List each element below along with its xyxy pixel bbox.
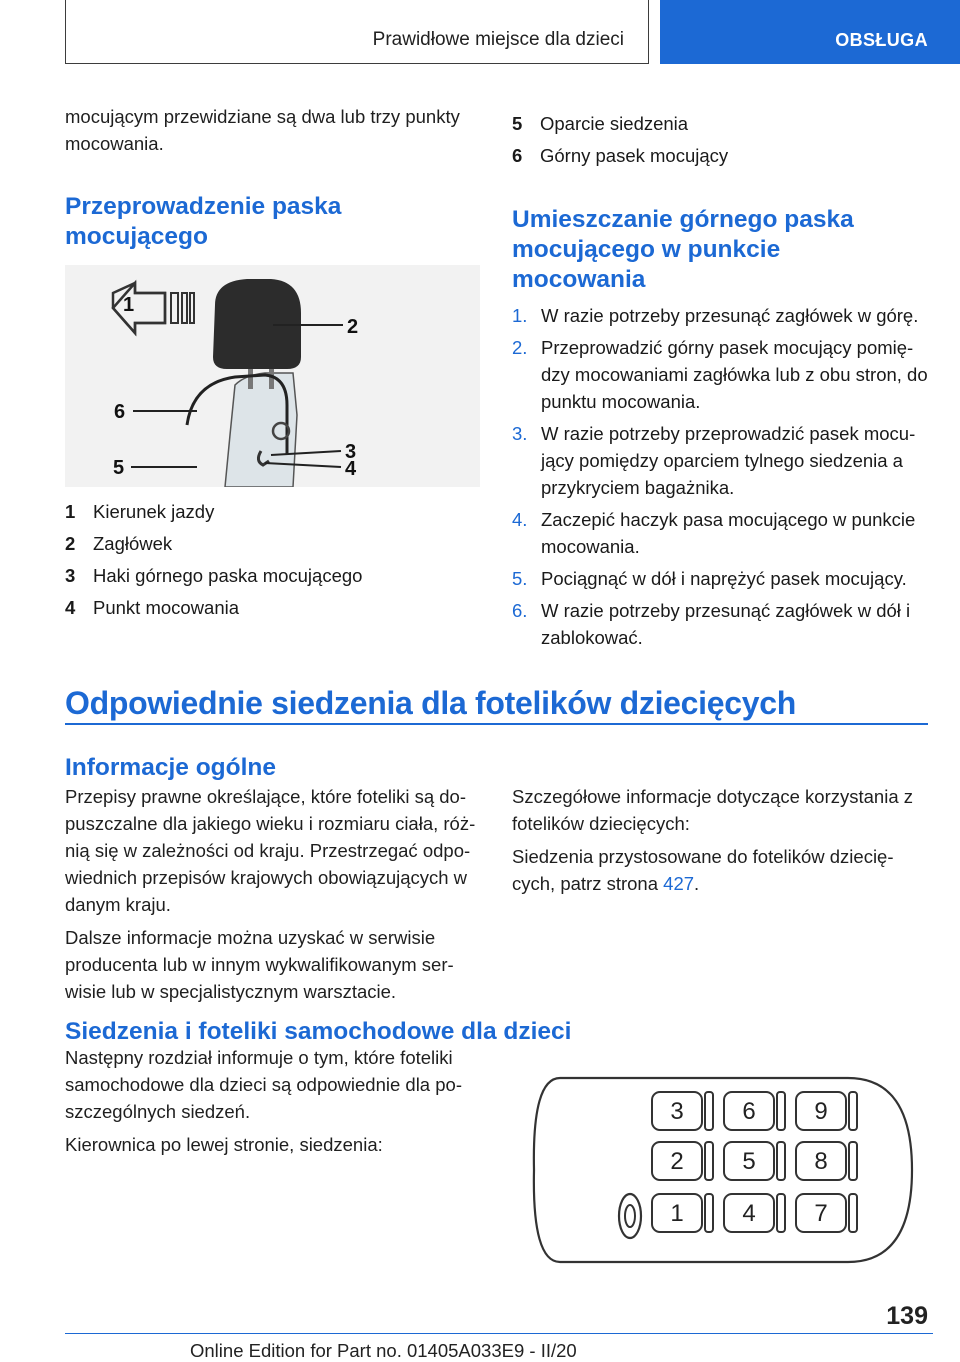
legend-item: 3 Haki górnego paska mocującego — [65, 565, 363, 586]
seat-number: 5 — [742, 1148, 756, 1175]
legend-item: 6 Górny pasek mocujący — [512, 145, 729, 166]
step-item: 3. W razie potrzeby przeprowadzić pasek mocu‐jący pomiędzy oparciem tylnego siedzenia a przykryciem bagażnika. — [512, 423, 916, 498]
heading-general-info: Informacje ogólne — [65, 754, 277, 781]
figure-legend-right — [512, 108, 932, 172]
general-paragraph-link: Siedzenia przystosowane do fotelików dziecię‐cych, patrz strona 427. — [512, 846, 894, 894]
footer-edition: Online Edition for Part no. 01405A033E9 - II/20 — [190, 1340, 577, 1361]
section-title: Prawidłowe miejsce dla dzieci — [372, 29, 624, 50]
step-item: 2. Przeprowadzić górny pasek mocujący pomię‐dzy mocowaniami zagłówka lub z obu stron, do punktu mocowania. — [512, 337, 928, 412]
intro-paragraph: mocującym przewidziane są dwa lub trzy punkty mocowania. — [65, 106, 460, 154]
headrest-illustration — [65, 265, 480, 487]
seat-number: 2 — [670, 1148, 684, 1175]
page-ref-link[interactable]: 427 — [663, 873, 695, 894]
section-divider — [65, 723, 928, 725]
seat-number: 1 — [670, 1200, 684, 1227]
step-item: 5. Pociągnąć w dół i naprężyć pasek mocujący. — [512, 568, 907, 589]
legend-item: 5 Oparcie siedzenia — [512, 113, 689, 134]
general-paragraph: Dalsze informacje można uzyskać w serwisie producenta lub w innym wykwalifikowanym ser‐wisie lub w specjalistycznym warsztacie. — [65, 927, 454, 1002]
step-item: 4. Zaczepić haczyk pasa mocującego w punkcie mocowania. — [512, 509, 916, 557]
seats-paragraph: Kierownica po lewej stronie, siedzenia: — [65, 1134, 383, 1155]
steps-list — [512, 302, 930, 656]
seat-layout-diagram — [530, 1070, 920, 1270]
figure-label: 2 — [347, 316, 359, 338]
step-item: 6. W razie potrzeby przesunąć zagłówek w dół i zablokować. — [512, 600, 911, 648]
legend-item: 1 Kierunek jazdy — [65, 501, 215, 522]
seat-number: 4 — [742, 1200, 756, 1227]
figure-label: 3 — [345, 441, 357, 463]
chapter-tab-label: OBSŁUGA — [835, 30, 928, 50]
seat-number: 9 — [814, 1098, 828, 1125]
step-item: 1. W razie potrzeby przesunąć zagłówek w górę. — [512, 305, 919, 326]
heading-anchor-attach: Umieszczanie górnego paska mocującego w punkcie mocowania — [512, 206, 854, 293]
seat-number: 7 — [814, 1200, 828, 1227]
seats-paragraph: Następny rozdział informuje o tym, które foteliki samochodowe dla dzieci są odpowiednie dla po‐szczególnych siedzeń. — [65, 1047, 462, 1122]
car-outline-shape — [534, 1078, 912, 1262]
figure-label: 1 — [123, 294, 135, 316]
legend-item: 2 Zagłówek — [65, 533, 173, 554]
heading-strap-routing: Przeprowadzenie paska mocującego — [65, 193, 342, 250]
seat-number: 6 — [742, 1098, 756, 1125]
seat-number: 8 — [814, 1148, 828, 1175]
figure-legend-left — [65, 496, 485, 624]
direction-arrow-icon — [113, 283, 165, 333]
car-seats-svg — [530, 1070, 920, 1270]
seats-text — [65, 1044, 483, 1158]
general-paragraph: Szczegółowe informacje dotyczące korzystania z fotelików dziecięcych: — [512, 786, 914, 834]
chapter-tab[interactable] — [660, 0, 960, 64]
heading-seats: Siedzenia i foteliki samochodowe dla dzieci — [65, 1018, 572, 1045]
header-section-box — [65, 0, 649, 64]
general-info-left — [65, 783, 483, 1005]
page-number: 139 — [886, 1302, 928, 1330]
section-title-main: Odpowiednie siedzenia dla fotelików dziecięcych — [65, 685, 796, 721]
general-info-right — [512, 783, 927, 897]
headrest-figure — [65, 265, 480, 487]
general-paragraph: Przepisy prawne określające, które foteliki są do‐puszczalne dla jakiego wieku i rozmiaru ciała, róż‐nią się w zależności od kraju. Przestrzegać odpo‐wiednich przepisów krajowych obowiązujących w danym kraju. — [65, 786, 476, 915]
figure-label: 6 — [114, 401, 126, 423]
figure-label: 5 — [113, 457, 125, 479]
legend-item: 4 Punkt mocowania — [65, 597, 240, 618]
footer-divider — [65, 1333, 933, 1334]
seat-number: 3 — [670, 1098, 684, 1125]
figure-label: 4 — [345, 458, 357, 480]
